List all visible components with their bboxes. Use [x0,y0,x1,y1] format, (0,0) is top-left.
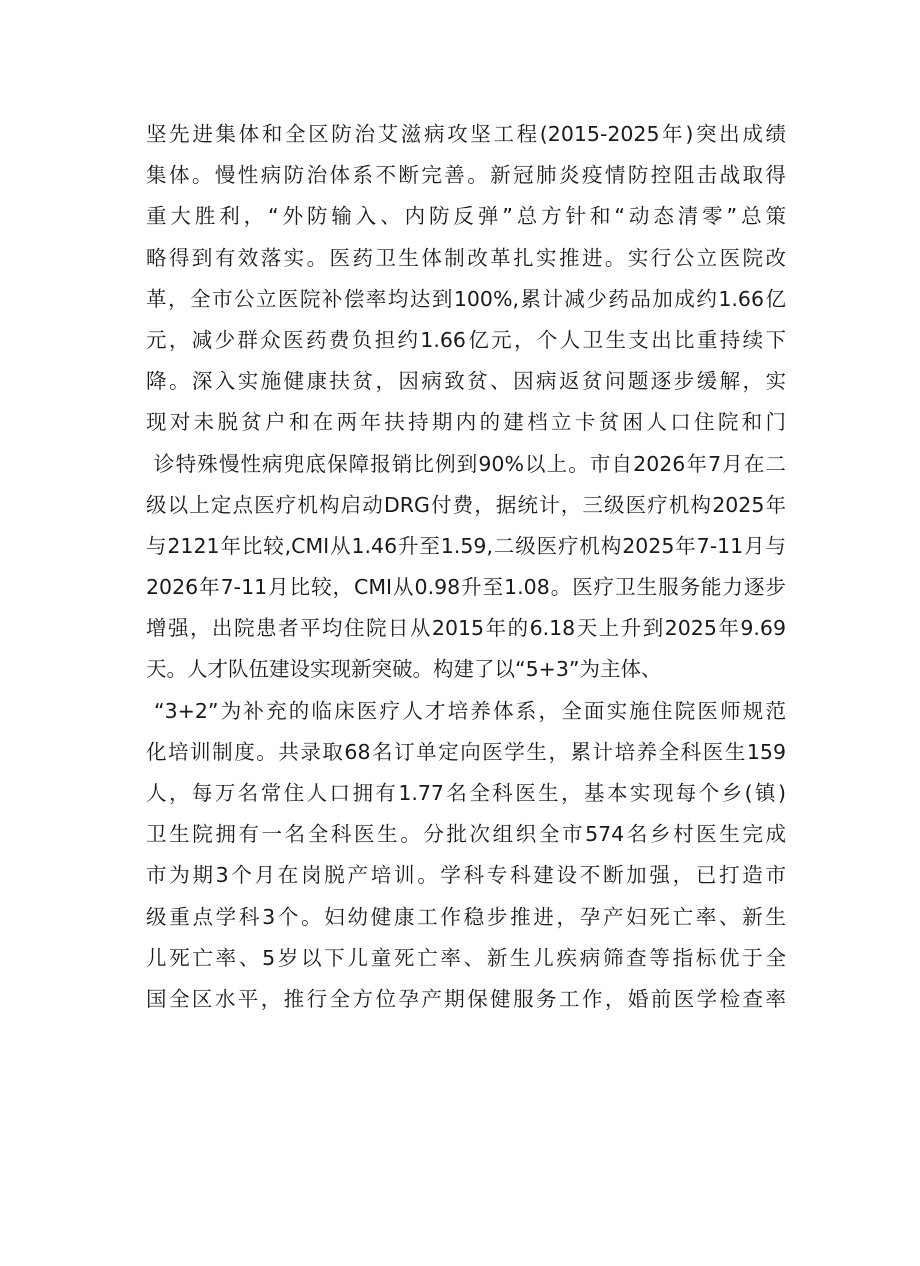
text-line: 诊特殊慢性病兜底保障报销比例到90%以上。市自2026年7月在二 [154,451,786,476]
text-line: 儿死亡率、5岁以下儿童死亡率、新生儿疾病筛查等指标优于全 [146,945,786,970]
text-line: 重大胜利，“外防输入、内防反弹”总方针和“动态清零”总策 [146,204,786,229]
text-line: 天。人才队伍建设实现新突破。构建了以“5+3”为主体、 [146,657,662,682]
text-line: 现对未脱贫户和在两年扶持期内的建档立卡贫困人口住院和门 [146,410,786,435]
text-line: 市为期3个月在岗脱产培训。学科专科建设不断加强，已打造市 [146,863,786,888]
text-line: 元，减少群众医药费负担约1.66亿元，个人卫生支出比重持续下 [146,327,786,352]
text-line: 级以上定点医疗机构启动DRG付费，据统计，三级医疗机构2025年 [146,492,786,517]
text-line: 集体。慢性病防治体系不断完善。新冠肺炎疫情防控阻击战取得 [146,163,786,188]
text-line: 卫生院拥有一名全科医生。分批次组织全市574名乡村医生完成 [146,822,786,847]
text-line: 增强，出院患者平均住院日从2015年的6.18天上升到2025年9.69 [146,616,786,641]
text-line: 坚先进集体和全区防治艾滋病攻坚工程(2015-2025年)突出成绩 [146,122,786,146]
body-text [146,114,786,1020]
text-line: “3+2”为补充的临床医疗人才培养体系，全面实施住院医师规范 [154,698,786,723]
text-line: 2026年7-11月比较，CMI从0.98升至1.08。医疗卫生服务能力逐步 [146,575,786,600]
text-line: 国全区水平，推行全方位孕产期保健服务工作，婚前医学检查率 [146,986,786,1011]
text-line: 革，全市公立医院补偿率均达到100%,累计减少药品加成约1.66亿 [146,286,786,311]
text-line: 降。深入实施健康扶贫，因病致贫、因病返贫问题逐步缓解，实 [146,369,786,394]
text-line: 化培训制度。共录取68名订单定向医学生，累计培养全科医生159 [146,739,786,764]
text-line: 级重点学科3个。妇幼健康工作稳步推进，孕产妇死亡率、新生 [146,904,786,929]
text-line: 略得到有效落实。医药卫生体制改革扎实推进。实行公立医院改 [146,245,786,270]
text-line: 人，每万名常住人口拥有1.77名全科医生，基本实现每个乡(镇) [146,781,786,805]
text-line: 与2121年比较,CMI从1.46升至1.59,二级医疗机构2025年7-11月与 [146,533,786,558]
